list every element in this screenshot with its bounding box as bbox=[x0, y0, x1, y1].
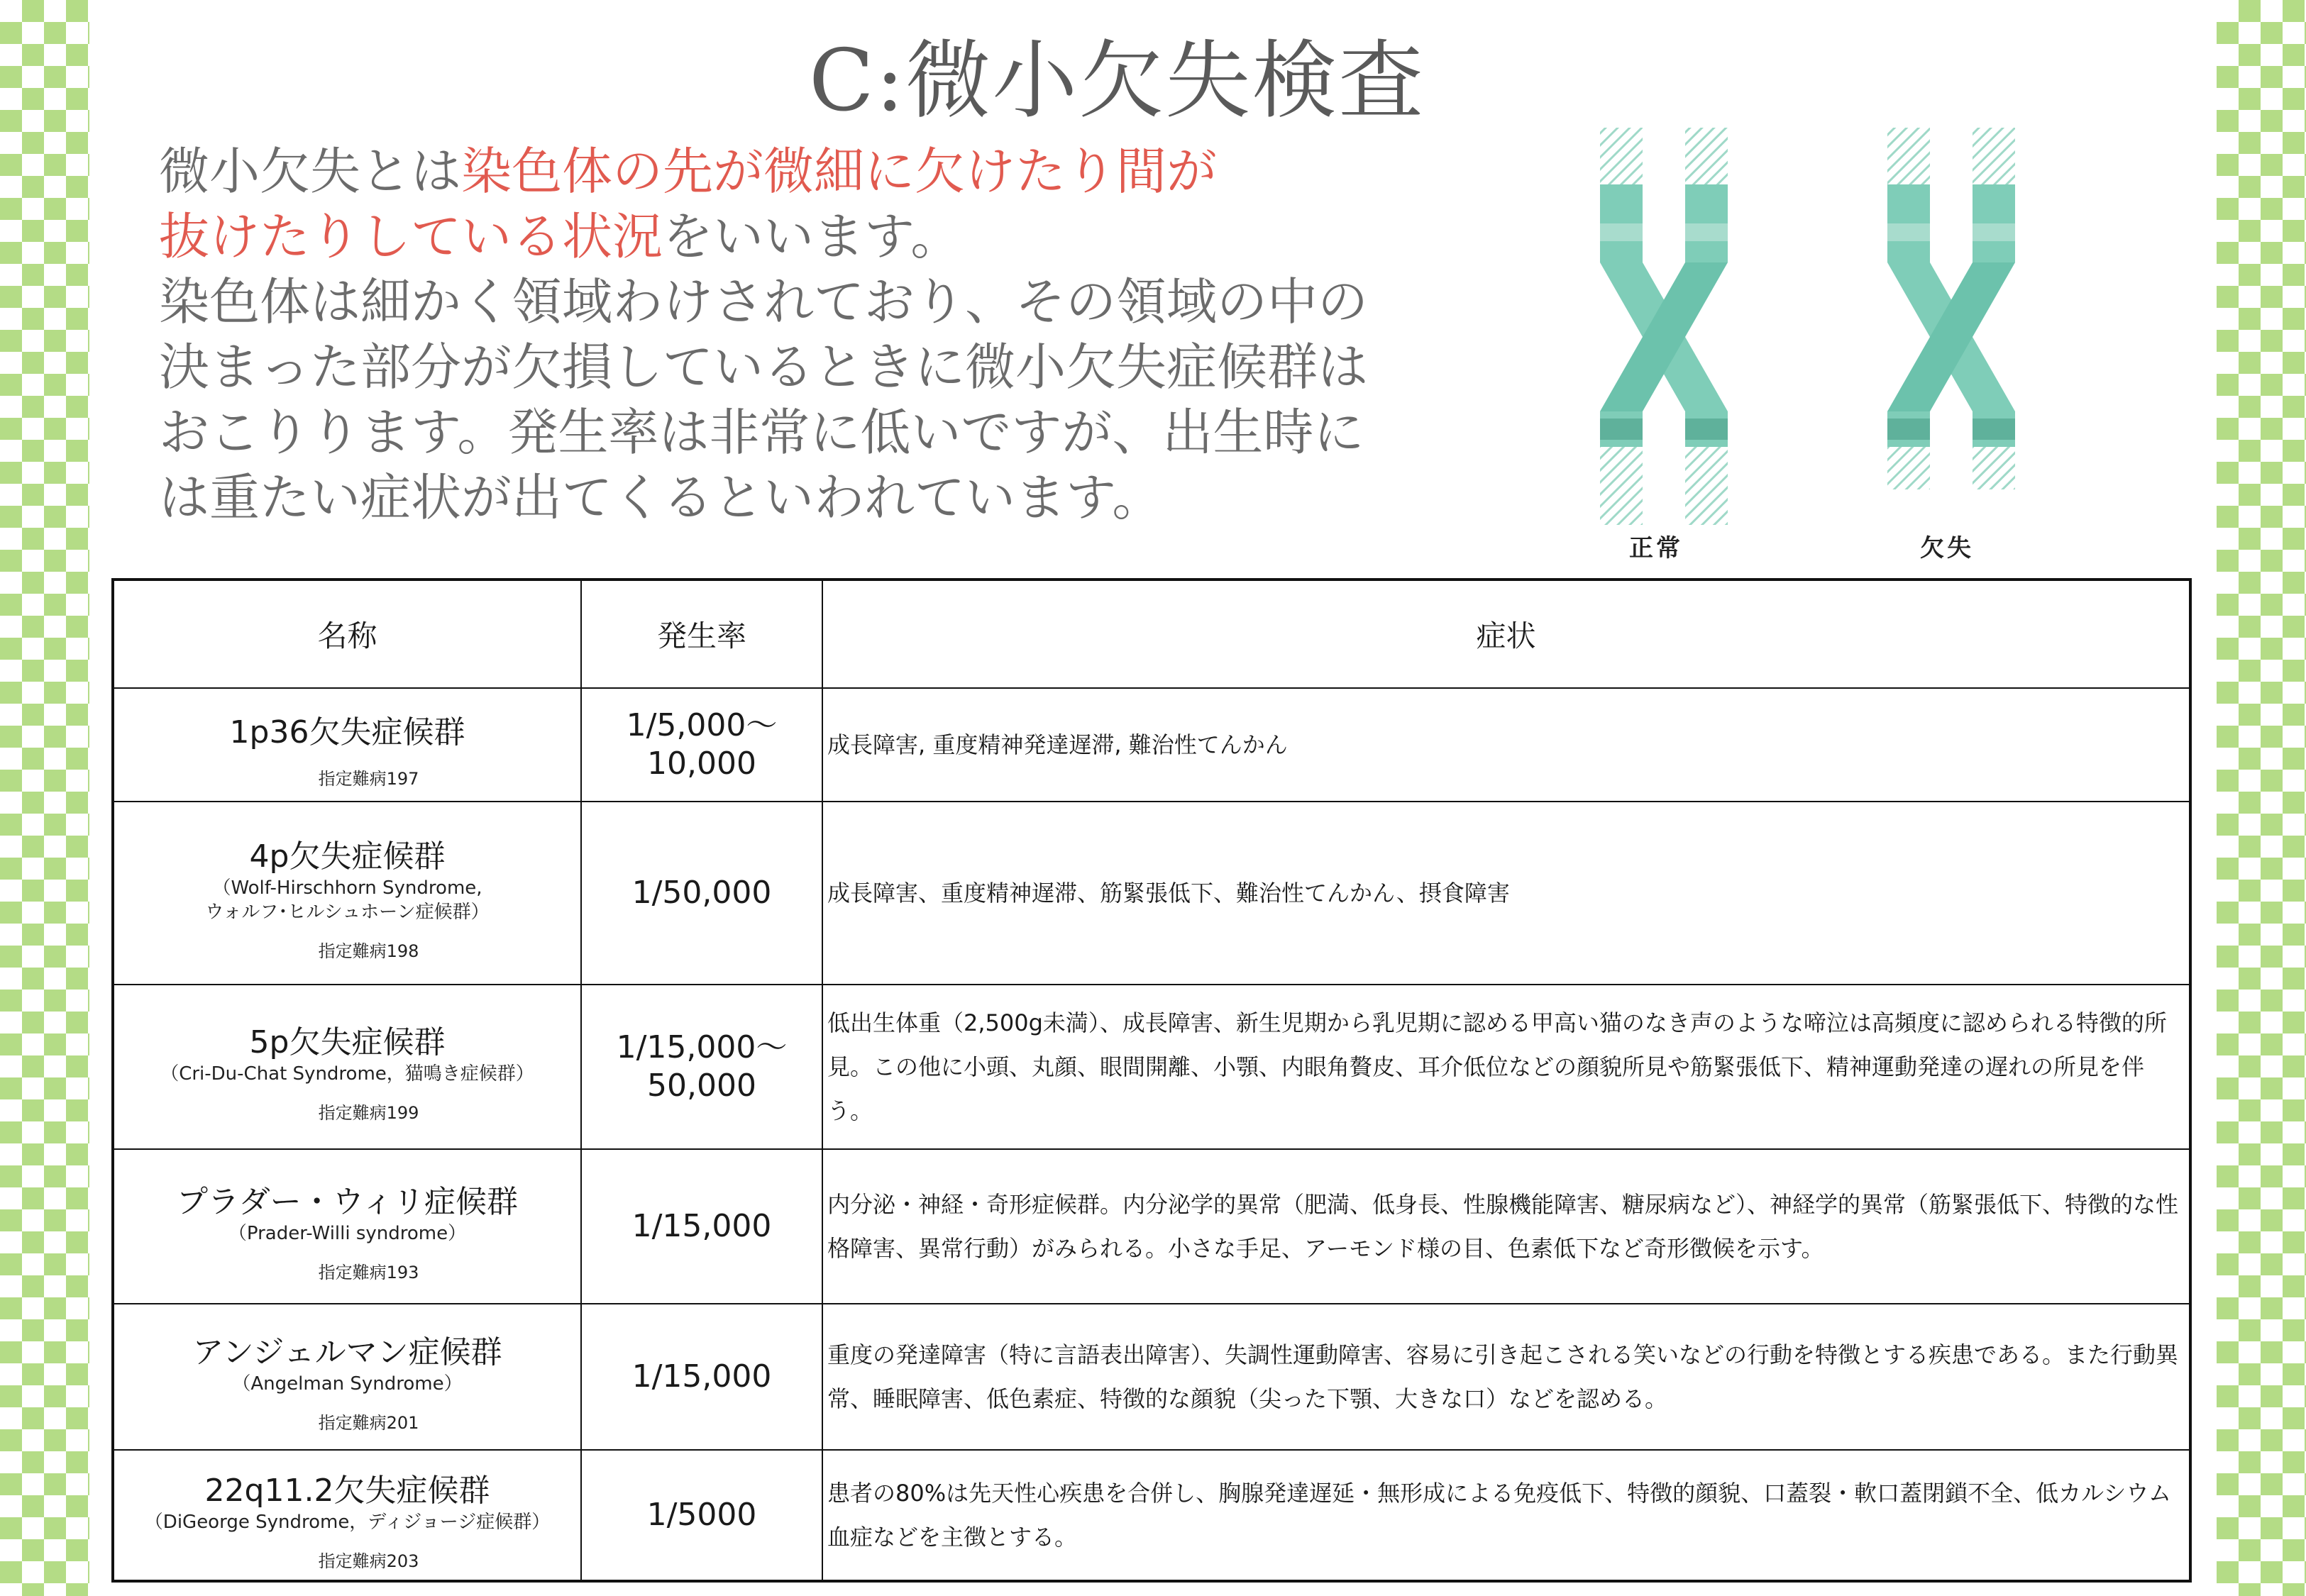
symptoms-cell: 低出生体重（2,500g未満）、成長障害、新生児期から乳児期に認める甲高い猫のなき声のような啼泣は高頻度に認められる特徴的所見。この他に小頭、丸顔、眼間開離、小顎、内眼角贅皮、耳介低位などの顔貌所見や筋緊張低下、精神運動発達の遅れの所見を伴う。 bbox=[822, 985, 2190, 1149]
designated-code: 指定難病203 bbox=[318, 1551, 419, 1571]
intro-text: をいいます。 bbox=[663, 207, 961, 266]
rate-line: 1/15,000 bbox=[631, 1208, 772, 1244]
rate-line: 1/50,000 bbox=[631, 875, 772, 911]
symptoms-cell: 重度の発達障害（特に言語表出障害）、失調性運動障害、容易に引き起こされる笑いなどの行動を特徴とする疾患である。また行動異常、睡眠障害、低色素症、特徴的な顔貌（尖った下顎、大きな口）などを認める。 bbox=[822, 1304, 2190, 1450]
symptoms-cell: 成長障害、重度精神遅滞、筋緊張低下、難治性てんかん、摂食障害 bbox=[822, 802, 2190, 985]
header-name: 名称 bbox=[113, 580, 581, 688]
rate-line: 1/15,000～ bbox=[616, 1029, 788, 1065]
symptoms-cell: 成長障害, 重度精神発達遅滞, 難治性てんかん bbox=[822, 688, 2190, 802]
intro-line-2 bbox=[159, 204, 1500, 270]
table-row bbox=[113, 1304, 2190, 1450]
designated-code: 指定難病198 bbox=[318, 941, 419, 961]
syndrome-subtitle: ウォルフ･ヒルシュホーン症候群） bbox=[205, 901, 490, 923]
rate-line: 10,000 bbox=[647, 746, 756, 782]
name-cell bbox=[113, 1149, 581, 1304]
intro-line-6: は重たい症状が出てくるといわれています。 bbox=[159, 468, 1163, 527]
designated-code: 指定難病193 bbox=[318, 1262, 419, 1282]
left-checker-border bbox=[0, 0, 89, 1596]
table-header-row bbox=[113, 580, 2190, 688]
rate-line: 1/5,000～ bbox=[626, 707, 778, 743]
intro-highlight: 染色体の先が微細に欠けたり間が bbox=[461, 142, 1218, 201]
normal-chromosome-icon bbox=[1600, 128, 1728, 525]
rate-cell bbox=[581, 688, 822, 802]
rate-cell bbox=[581, 1450, 822, 1581]
header-rate: 発生率 bbox=[581, 580, 822, 688]
rate-line: 1/5000 bbox=[646, 1497, 757, 1533]
rate-line: 50,000 bbox=[647, 1068, 756, 1104]
syndrome-subtitle: （Cri-Du-Chat Syndrome，猫鳴き症候群） bbox=[160, 1063, 534, 1085]
name-cell bbox=[113, 688, 581, 802]
intro-paragraph bbox=[159, 139, 1500, 531]
deletion-chromosome-icon bbox=[1887, 128, 2015, 489]
syndrome-subtitle: （Prader-Willi syndrome） bbox=[228, 1222, 467, 1244]
chromosome-illustration bbox=[1575, 121, 2072, 575]
name-cell bbox=[113, 1304, 581, 1450]
syndrome-table bbox=[111, 578, 2192, 1583]
table-row bbox=[113, 688, 2190, 802]
syndrome-subtitle: （DiGeorge Syndrome，ディジョージ症候群） bbox=[144, 1511, 551, 1533]
table-row bbox=[113, 1149, 2190, 1304]
designated-code: 指定難病197 bbox=[318, 768, 419, 789]
table-row bbox=[113, 985, 2190, 1149]
designated-code: 指定難病201 bbox=[318, 1412, 419, 1433]
syndrome-name: アンジェルマン症候群 bbox=[192, 1334, 502, 1370]
rate-cell bbox=[581, 1149, 822, 1304]
rate-cell bbox=[581, 985, 822, 1149]
table-row bbox=[113, 802, 2190, 985]
syndrome-subtitle: （Wolf-Hirschhorn Syndrome, bbox=[212, 877, 482, 899]
symptoms-cell: 内分泌・神経・奇形症候群。内分泌学的異常（肥満、低身長、性腺機能障害、糖尿病など）、神経学的異常（筋緊張低下、特徴的な性格障害、異常行動）がみられる。小さな手足、アーモンド様の目、色素低下など奇形徴候を示す。 bbox=[822, 1149, 2190, 1304]
symptoms-cell: 患者の80%は先天性心疾患を合併し、胸腺発達遅延・無形成による免疫低下、特徴的顔貌、口蓋裂・軟口蓋閉鎖不全、低カルシウム血症などを主徴とする。 bbox=[822, 1450, 2190, 1581]
intro-line-4: 決まった部分が欠損しているときに微小欠失症候群は bbox=[159, 338, 1369, 397]
intro-text: 微小欠失とは bbox=[159, 142, 462, 201]
page-title: C:微小欠失検査 bbox=[809, 32, 1425, 131]
rate-cell bbox=[581, 802, 822, 985]
designated-code: 指定難病199 bbox=[318, 1102, 419, 1123]
name-cell bbox=[113, 802, 581, 985]
syndrome-name: 22q11.2欠失症候群 bbox=[204, 1472, 490, 1509]
header-symptoms: 症状 bbox=[822, 580, 2190, 688]
intro-line-5: おこりります。発生率は非常に低いですが、出生時に bbox=[159, 403, 1364, 462]
right-checker-border bbox=[2217, 0, 2306, 1596]
intro-line-3: 染色体は細かく領域わけされており、その領域の中の bbox=[159, 272, 1369, 331]
deletion-label: 欠失 bbox=[1920, 534, 1974, 563]
table-row bbox=[113, 1450, 2190, 1581]
syndrome-name: プラダー・ウィリ症候群 bbox=[177, 1183, 518, 1220]
intro-highlight: 抜けたりしている状況 bbox=[159, 207, 663, 266]
rate-line: 1/15,000 bbox=[631, 1358, 772, 1395]
rate-cell bbox=[581, 1304, 822, 1450]
syndrome-name: 5p欠失症候群 bbox=[249, 1024, 446, 1060]
intro-line-1 bbox=[159, 139, 1500, 204]
normal-label: 正常 bbox=[1629, 534, 1683, 563]
name-cell bbox=[113, 985, 581, 1149]
syndrome-name: 1p36欠失症候群 bbox=[229, 714, 465, 750]
syndrome-subtitle: （Angelman Syndrome） bbox=[232, 1373, 463, 1395]
name-cell bbox=[113, 1450, 581, 1581]
syndrome-name: 4p欠失症候群 bbox=[249, 838, 446, 875]
